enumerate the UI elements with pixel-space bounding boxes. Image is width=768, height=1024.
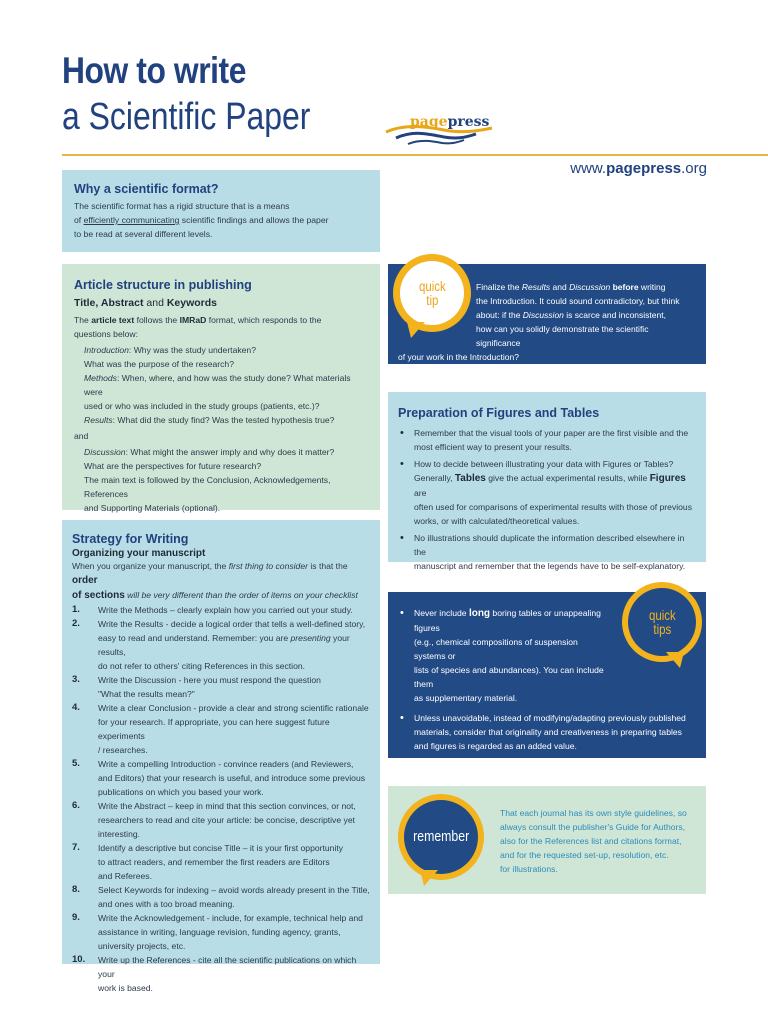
list-item — [72, 617, 370, 673]
text: is scarce and inconsistent, — [563, 310, 666, 320]
remember-line: and for the requested set-up, resolution, etc. — [500, 850, 669, 860]
text: interesting. — [98, 829, 141, 839]
text: work is based. — [98, 983, 153, 993]
page-title-line2: a Scientific Paper — [62, 96, 311, 138]
list-item — [72, 883, 370, 911]
text: works, or with calculated/theoretical values. — [414, 516, 580, 526]
remember-line: always consult the publisher's Guide for Authors, — [500, 822, 686, 832]
list-item — [72, 841, 370, 883]
and-text: and — [74, 431, 89, 441]
step-number: 9. — [72, 912, 80, 923]
text: and Referees. — [98, 871, 152, 881]
section-text — [74, 199, 368, 241]
text: format, which responds to the — [206, 315, 322, 325]
text: often used for comparisons of experimental results with those of previous — [414, 502, 693, 512]
bubble-tail-icon — [420, 870, 438, 886]
text: to attract readers, and remember the first readers are Editors — [98, 857, 330, 867]
website-domain: pagepress — [606, 160, 682, 177]
header-divider — [62, 154, 768, 156]
text: and ones with a too broad meaning. — [98, 899, 235, 909]
text: researchers to read and cite your article: be concise, descriptive yet — [98, 815, 355, 825]
bold-text: article text — [91, 315, 135, 325]
bubble-word: tip — [425, 292, 439, 308]
list-item — [72, 701, 370, 757]
text-line: of — [74, 215, 84, 225]
remember-line: for illustrations. — [500, 864, 558, 874]
label-methods: Methods — [84, 373, 117, 383]
label-discussion: Discussion — [84, 447, 126, 457]
step-number: 10. — [72, 954, 86, 965]
list-item — [398, 426, 696, 454]
bold-text: Figures — [649, 473, 686, 484]
step-number: 6. — [72, 800, 80, 811]
text: / researches. — [98, 745, 148, 755]
strategy-intro — [72, 559, 370, 603]
bubble-inner — [404, 800, 478, 874]
pagepress-logo — [384, 110, 514, 152]
bubble-word: quick — [648, 607, 676, 623]
logo-word-press: press — [447, 114, 490, 130]
italic-text: first thing to consider — [228, 561, 308, 571]
text: and figures is regarded as an added value. — [414, 741, 577, 751]
tip-line: how can you solidly demonstrate the scientific significance — [476, 324, 649, 348]
text: Write the Results - decide a logical order that tells a well-defined story, — [98, 619, 366, 629]
figures-tables-section — [388, 392, 706, 571]
text: and Editors) that your research is useful, and introduce some previous — [98, 773, 366, 783]
text: manuscript and remember that the legends have to be self-explanatory. — [414, 561, 686, 571]
list-item — [72, 799, 370, 841]
text: "What the results mean?" — [98, 689, 195, 699]
text: questions below: — [74, 329, 139, 339]
text: boring tables or unappealing figures — [414, 608, 601, 633]
bold-text: of sections — [72, 590, 125, 601]
text: your results, — [98, 633, 350, 657]
text-line: scientific findings and allows the paper — [179, 215, 329, 225]
why-scientific-format-section — [62, 170, 380, 252]
list-item — [72, 673, 370, 701]
strategy-for-writing-section — [62, 520, 380, 993]
text: : Why was the study undertaken? — [128, 345, 256, 355]
text: Unless unavoidable, instead of modifying/adapting previously published — [414, 713, 686, 723]
section-heading: Article structure in publishing — [74, 278, 252, 292]
bubble-label — [649, 608, 676, 636]
text: What are the perspectives for future research? — [84, 461, 262, 471]
website-suffix: .org — [681, 160, 707, 177]
website-prefix: www. — [570, 160, 607, 177]
label-introduction: Introduction — [84, 345, 129, 355]
text: used or who was included in the study groups (patients, etc.)? — [84, 401, 320, 411]
italic-text: Results — [521, 282, 551, 292]
bubble-inner — [628, 588, 696, 656]
step-number: 5. — [72, 758, 80, 769]
section-subheading: Organizing your manuscript — [72, 548, 206, 559]
quick-tips-bubble-icon — [622, 582, 702, 662]
text: : What might the answer imply and why does it matter? — [125, 447, 335, 457]
italic-text: will be very different than the order of items on your checklist — [124, 590, 358, 600]
bold-text: before — [612, 282, 639, 292]
bold-text: Tables — [454, 473, 486, 484]
step-number: 8. — [72, 884, 80, 895]
text: easy to read and understand. Remember: you are — [98, 633, 291, 643]
imrad-intro — [74, 313, 368, 341]
text: about: if the — [476, 310, 523, 320]
text: Write up the References - cite all the scientific publications on which your — [98, 955, 357, 979]
text-line: to be read at several different levels. — [74, 229, 213, 239]
remember-line: That each journal has its own style guidelines, so — [500, 808, 687, 818]
bold-text: long — [468, 608, 491, 619]
section-heading: Why a scientific format? — [74, 182, 219, 196]
subheading-abstract: Abstract — [100, 297, 144, 309]
text: Select Keywords for indexing – avoid words already present in the Title, — [98, 885, 370, 895]
text: for your research. If appropriate, you can here suggest future experiments — [98, 717, 330, 741]
text: university projects, etc. — [98, 941, 186, 951]
bubble-label — [419, 279, 446, 307]
page-title-line1: How to write — [62, 50, 246, 91]
text: is that the — [307, 561, 348, 571]
list-item — [72, 911, 370, 953]
logo-wave-icon — [384, 124, 494, 150]
bubble-word: tips — [653, 621, 671, 637]
remember-line: also for the References list and citations format, — [500, 836, 682, 846]
text: Write the Abstract – keep in mind that this section convinces, or not, — [98, 801, 356, 811]
discussion-questions — [74, 445, 368, 515]
text: publications on which you based your work. — [98, 787, 264, 797]
imrad-questions — [74, 343, 368, 427]
remember-bubble-icon — [398, 794, 484, 880]
text: Identify a descriptive but concise Title – it is your first opportunity — [98, 843, 344, 853]
section-heading: Preparation of Figures and Tables — [398, 406, 600, 420]
step-number: 3. — [72, 674, 80, 685]
list-item — [72, 757, 370, 799]
text: Write the Methods – clearly explain how you carried out your study. — [98, 605, 353, 615]
text: writing — [638, 282, 666, 292]
bubble-word: quick — [418, 278, 446, 294]
text: Remember that the visual tools of your paper are the first visible and the — [414, 428, 689, 438]
website-link[interactable] — [570, 160, 707, 177]
figures-bullet-list — [398, 426, 696, 573]
text: do not refer to others' citing References in this section. — [98, 661, 306, 671]
text: most efficient way to present your results. — [414, 442, 572, 452]
bubble-tail-icon — [407, 322, 425, 338]
subheading-keywords: Keywords — [166, 297, 218, 309]
separator: , — [95, 297, 101, 309]
list-item — [398, 711, 694, 753]
bubble-inner — [400, 261, 464, 325]
text: Write a clear Conclusion - provide a clear and strong scientific rationale — [98, 703, 369, 713]
text: assistance in writing, language revision, funding agency, grants, — [98, 927, 341, 937]
text: : When, where, and how was the study done? What materials were — [84, 373, 351, 397]
text: No illustrations should duplicate the information described elsewhere in the — [414, 533, 685, 557]
text: are — [414, 488, 427, 498]
step-number: 1. — [72, 604, 80, 615]
section-heading: Strategy for Writing — [72, 532, 189, 546]
quick-tip-bubble-icon — [393, 254, 471, 332]
text: When you organize your manuscript, the — [72, 561, 229, 571]
text: How to decide between illustrating your data with Figures or Tables? — [414, 459, 674, 469]
step-number: 2. — [72, 618, 80, 629]
bold-text: order — [72, 575, 98, 586]
text: Write a compelling Introduction - convince readers (and Reviewers, — [98, 759, 354, 769]
bubble-tail-icon — [666, 652, 684, 668]
text: : What did the study find? Was the tested hypothesis true? — [112, 415, 335, 425]
text: give the actual experimental results, while — [485, 473, 650, 483]
subheading-title: Title — [74, 297, 96, 309]
text: Write the Discussion - here you must respond the question — [98, 675, 321, 685]
bubble-label: remember — [412, 828, 470, 845]
section-subheading — [74, 297, 368, 309]
text: and — [550, 282, 570, 292]
list-item — [72, 603, 370, 617]
text: The — [74, 315, 92, 325]
list-item — [398, 531, 696, 573]
text: and Supporting Materials (optional). — [84, 503, 221, 513]
text: materials, consider that originality and creativeness in preparing tables — [414, 727, 682, 737]
text: as supplementary material. — [414, 693, 518, 703]
text: lists of species and abundances). You can include them — [414, 665, 604, 689]
bold-text: IMRaD — [179, 315, 207, 325]
underlined-text: efficiently communicating — [83, 215, 180, 225]
text: Finalize the — [476, 282, 522, 292]
text: Be conscious that presentation consistency is key; before submitting, check — [414, 761, 677, 785]
text: Never include — [414, 608, 469, 618]
separator: and — [143, 297, 167, 309]
text: Generally, — [414, 473, 455, 483]
italic-text: Discussion — [522, 310, 564, 320]
text: The main text is followed by the Conclusion, Acknowledgements, References — [84, 475, 331, 499]
italic-text: presenting — [290, 633, 331, 643]
text: Write the Acknowledgement - include, for example, technical help and — [98, 913, 363, 923]
text: What was the purpose of the research? — [84, 359, 234, 369]
logo-word-page: page — [410, 114, 448, 130]
text-line: The scientific format has a rigid structure that is a means — [74, 201, 290, 211]
step-number: 4. — [72, 702, 80, 713]
step-number: 7. — [72, 842, 80, 853]
list-item — [398, 457, 696, 528]
writing-steps-list — [72, 603, 370, 995]
italic-text: Discussion — [569, 282, 611, 292]
tip-line: of your work in the Introduction? — [398, 352, 519, 362]
article-structure-section — [62, 264, 380, 513]
text: (e.g., chemical compositions of suspension systems or — [414, 637, 578, 661]
text: follows the — [134, 315, 180, 325]
tip-line: the Introduction. It could sound contradictory, but think — [476, 296, 680, 306]
list-item — [72, 953, 370, 995]
label-results: Results — [84, 415, 113, 425]
